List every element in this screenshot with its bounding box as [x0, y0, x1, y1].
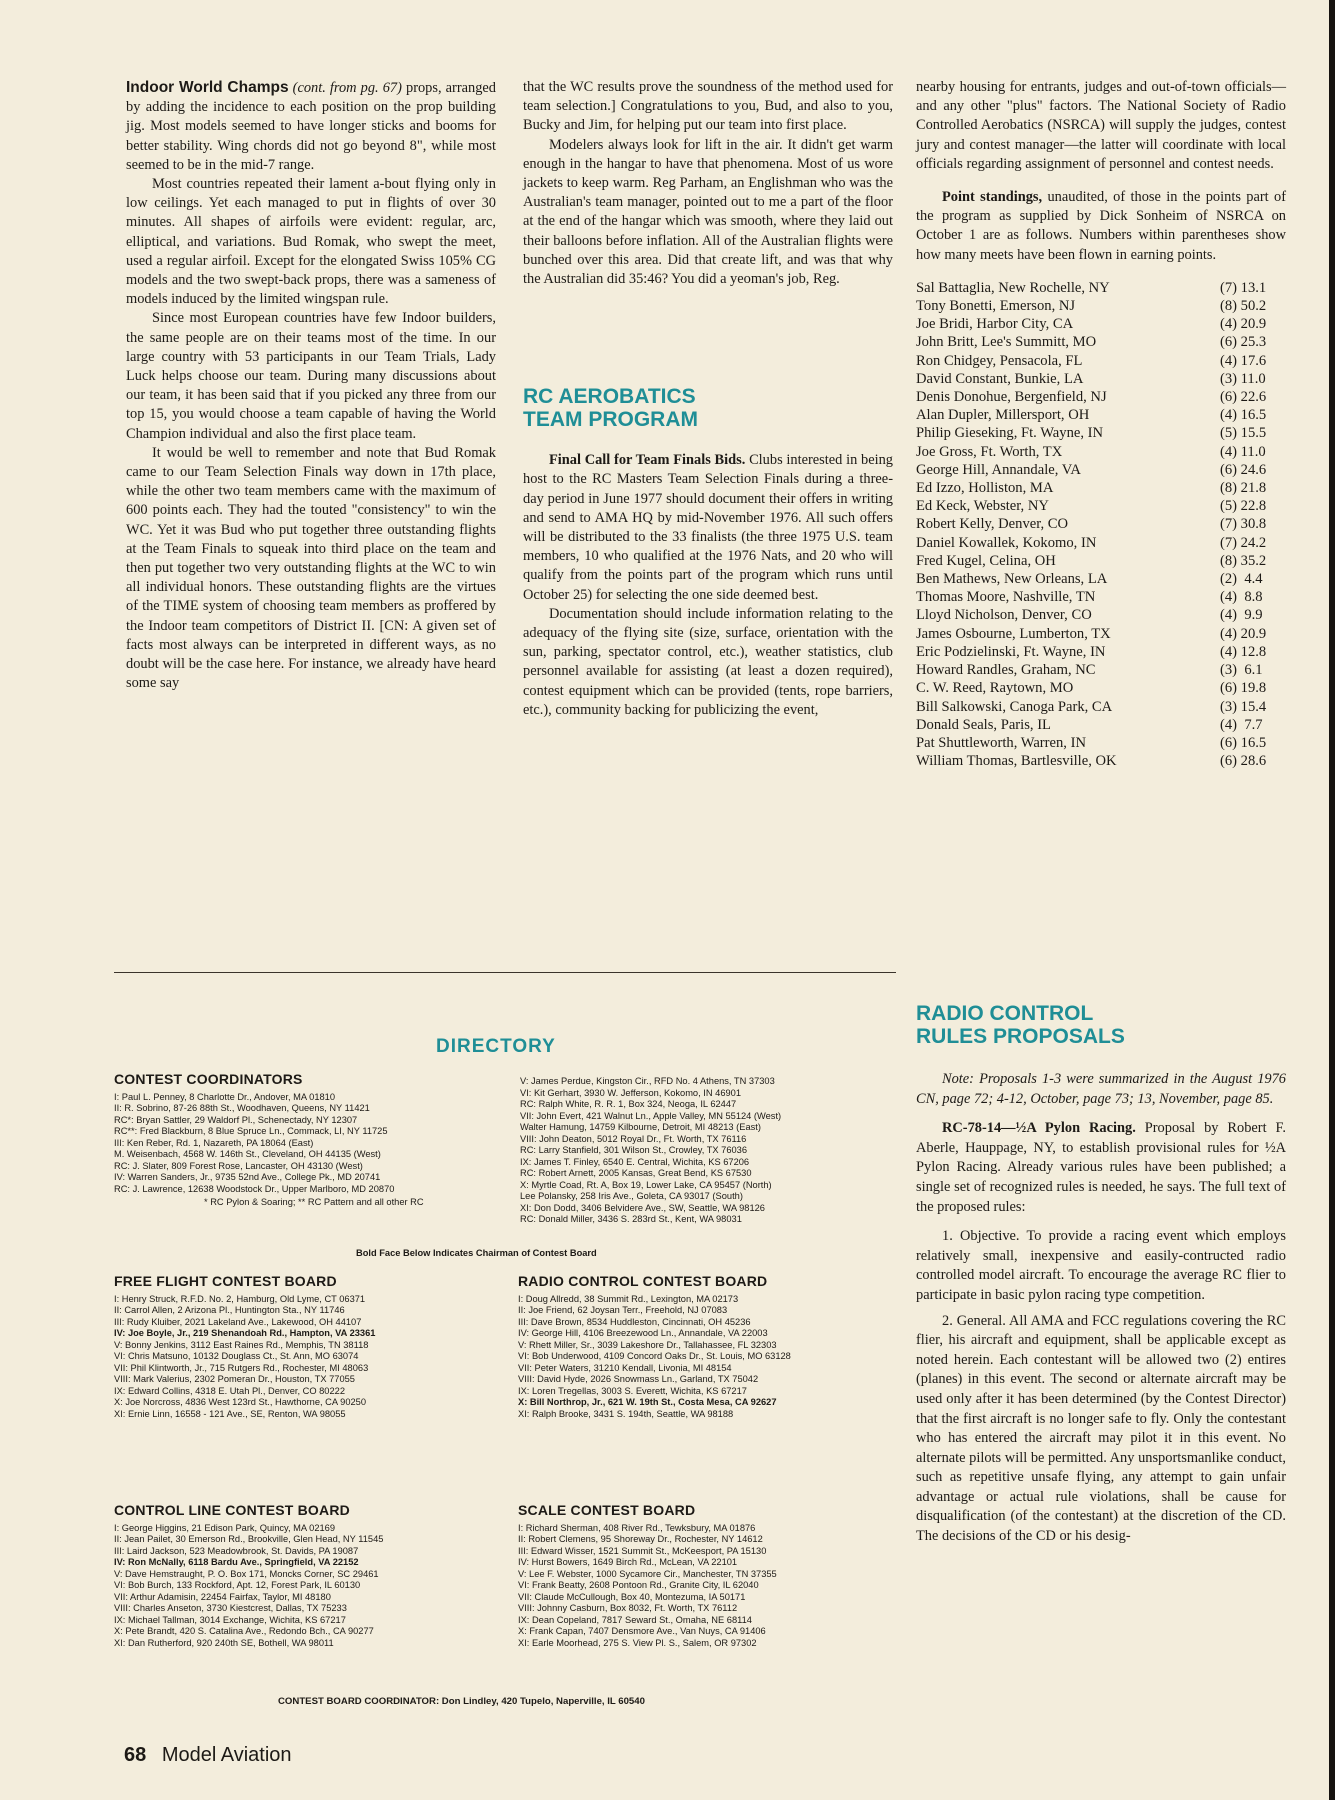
standing-row	[916, 297, 1286, 315]
col3-paragraph: nearby housing for entrants, judges and out-of-town officials—and any other "plus" factors. The National Society of Radio Controlled Aerobatics (NSRCA) will supply the judges, contest jury and contest manager—the latter will coordinate with local officials regarding assignment of personnel and contest needs.	[916, 79, 1286, 172]
standing-name: John Britt, Lee's Summitt, MO	[916, 334, 1097, 351]
standing-name: Ben Mathews, New Orleans, LA	[916, 571, 1108, 588]
standing-value: (7) 13.1	[1220, 279, 1267, 296]
board-member-entry: V: Lee F. Webster, 1000 Sycamore Cir., Manchester, TN 37355	[518, 1568, 777, 1579]
coordinator-entry: I: Paul L. Penney, 8 Charlotte Dr., Andover, MA 01810	[114, 1091, 336, 1102]
rules-objective: 1. Objective. To provide a racing event which employs relatively small, inexpensive and easily-contructed radio controlled model aircraft. To encourage the average RC flier to participate in basic pylon racing type competition.	[916, 1228, 1286, 1303]
bold-face-note: Bold Face Below Indicates Chairman of Contest Board	[356, 1248, 597, 1258]
lead-rest: Proposal by Robert F. Aberle, Hauppage, NY, to establish provisional rules for ½A Pylon Racing. Already various rules have been published; a single set of recognized rules is needed, he says. The full text of the proposed rules:	[916, 1120, 1286, 1215]
control-line-heading: CONTROL LINE CONTEST BOARD	[114, 1502, 350, 1518]
coordinator-entry: RC: Ralph White, R. R. 1, Box 324, Neoga, IL 62447	[520, 1099, 737, 1109]
standing-value: (4) 12.8	[1220, 643, 1267, 660]
board-member-entry: V: Bonny Jenkins, 3112 East Raines Rd., Memphis, TN 38118	[114, 1339, 369, 1350]
board-member-entry: IX: Edward Collins, 4318 E. Utah Pl., Denver, CO 80222	[114, 1385, 345, 1396]
free-flight-board	[114, 1273, 506, 1420]
lead-bold: Final Call for Team Finals Bids.	[549, 452, 746, 469]
standing-name: C. W. Reed, Raytown, MO	[916, 680, 1074, 697]
standing-value: (4) 20.9	[1220, 316, 1267, 333]
standing-row	[916, 588, 1286, 606]
lead-rest: unaudited, of those in the points part of the program as supplied by Dick Sonheim of NSRCA on October 1 are as follows. Numbers within parentheses show how many meets have been flown in earning points.	[916, 189, 1286, 263]
col1-paragraph: Since most European countries have few Indoor builders, the same people are on their teams most of the time. In our large country with 53 participants in our Team Trials, Lady Luck helps choose our team. During many discussions about our team, it has been said that if you picked any three from our top 15, you would choose a team capable of having the World Champion individual and also the first place team.	[126, 310, 496, 442]
standing-name: George Hill, Annandale, VA	[916, 461, 1081, 478]
radio-control-board	[518, 1273, 896, 1420]
col1-paragraph: props, arranged by adding the incidence to each position on the prop building jig. Most models seemed to have longer sticks and booms for better stability. Wing chords did not go beyond 8", while most seemed to be in the mid-7 range.	[126, 80, 496, 173]
lead-bold: Point standings,	[942, 189, 1043, 206]
control-line-board	[114, 1502, 506, 1649]
section-title-line: RC AEROBATICS	[523, 385, 696, 409]
standing-row	[916, 625, 1286, 643]
coordinator-entry: XI: Don Dodd, 3406 Belvidere Ave., SW, Seattle, WA 98126	[520, 1202, 765, 1213]
board-member-entry: VII: Peter Waters, 31210 Kendall, Livonia, MI 48154	[518, 1362, 732, 1373]
coordinator-entry: RC: J. Lawrence, 12638 Woodstock Dr., Upper Marlboro, MD 20870	[114, 1183, 395, 1194]
standing-value: (8) 50.2	[1220, 298, 1267, 315]
standing-value: (5) 15.5	[1220, 425, 1267, 442]
coordinator-entry: V: James Perdue, Kingston Cir., RFD No. 4 Athens, TN 37303	[520, 1076, 775, 1086]
board-member-entry: IX: Michael Tallman, 3014 Exchange, Wichita, KS 67217	[114, 1614, 346, 1625]
coordinators-list-right	[520, 1076, 896, 1226]
board-member-entry: II: Carrol Allen, 2 Arizona Pl., Huntington Sta., NY 11746	[114, 1305, 345, 1315]
board-member-entry: II: Robert Clemens, 95 Shoreway Dr., Rochester, NY 14612	[518, 1534, 763, 1544]
standing-value: (2) 4.4	[1220, 571, 1263, 588]
board-member-entry: IV: Joe Boyle, Jr., 219 Shenandoah Rd., Hampton, VA 23361	[114, 1328, 376, 1338]
board-member-entry: VI: Frank Beatty, 2608 Pontoon Rd., Granite City, IL 62040	[518, 1580, 759, 1590]
board-member-entry: VII: Arthur Adamisin, 22454 Fairfax, Taylor, MI 48180	[114, 1591, 331, 1602]
standing-row	[916, 570, 1286, 588]
coordinator-entry: VII: John Evert, 421 Walnut Ln., Apple Valley, MN 55124 (West)	[520, 1110, 782, 1121]
free-flight-heading: FREE FLIGHT CONTEST BOARD	[114, 1273, 337, 1289]
standing-name: Denis Donohue, Bergenfield, NJ	[916, 389, 1107, 406]
section-title-line: RULES PROPOSALS	[916, 1025, 1125, 1048]
rules-paragraph	[916, 1119, 1286, 1217]
standing-name: Thomas Moore, Nashville, TN	[916, 589, 1096, 606]
free-flight-list	[114, 1294, 506, 1421]
standing-value: (4) 17.6	[1220, 352, 1267, 369]
standing-value: (6) 16.5	[1220, 734, 1267, 751]
board-member-entry: XI: Ralph Brooke, 3431 S. 194th, Seattle, WA 98188	[518, 1408, 734, 1419]
standing-row	[916, 388, 1286, 406]
board-member-entry: VI: Bob Burch, 133 Rockford, Apt. 12, Forest Park, IL 60130	[114, 1580, 361, 1590]
standing-row	[916, 679, 1286, 697]
point-standings-list	[916, 279, 1286, 770]
standing-value: (4) 16.5	[1220, 407, 1267, 424]
board-member-entry: X: Bill Northrop, Jr., 621 W. 19th St., Costa Mesa, CA 92627	[518, 1397, 777, 1407]
standing-row	[916, 479, 1286, 497]
coordinator-entry: VI: Kit Gerhart, 3930 W. Jefferson, Kokomo, IN 46901	[520, 1087, 742, 1098]
section-title-rc-rules	[916, 1002, 1286, 1048]
board-member-entry: VIII: Mark Valerius, 2302 Pomeran Dr., Houston, TX 77055	[114, 1374, 355, 1384]
board-member-entry: II: Jean Pailet, 30 Emerson Rd., Brookville, Glen Head, NY 11545	[114, 1534, 384, 1544]
board-member-entry: IX: Dean Copeland, 7817 Seward St., Omaha, NE 68114	[518, 1614, 752, 1625]
coordinator-entry: M. Weisenbach, 4568 W. 146th St., Cleveland, OH 44135 (West)	[114, 1149, 381, 1159]
standing-row	[916, 606, 1286, 624]
standing-name: Fred Kugel, Celina, OH	[916, 552, 1056, 569]
standing-row	[916, 515, 1286, 533]
column-indoor-world-champs	[126, 78, 496, 694]
contest-board-coordinator: CONTEST BOARD COORDINATOR: Don Lindley, 420 Tupelo, Naperville, IL 60540	[278, 1696, 645, 1707]
radio-control-list	[518, 1294, 896, 1421]
standing-row	[916, 443, 1286, 461]
standing-row	[916, 698, 1286, 716]
directory-title: DIRECTORY	[436, 1036, 556, 1057]
radio-control-heading: RADIO CONTROL CONTEST BOARD	[518, 1273, 768, 1289]
scale-heading: SCALE CONTEST BOARD	[518, 1502, 696, 1518]
board-member-entry: X: Joe Norcross, 4836 West 123rd St., Hawthorne, CA 90250	[114, 1397, 367, 1407]
article-continued: (cont. from pg. 67)	[292, 80, 402, 96]
board-member-entry: XI: Dan Rutherford, 920 240th SE, Bothell, WA 98011	[114, 1637, 334, 1648]
board-member-entry: IV: Ron McNally, 6118 Bardu Ave., Springfield, VA 22152	[114, 1557, 359, 1567]
standing-name: Joe Gross, Ft. Worth, TX	[916, 443, 1063, 460]
standing-value: (6) 28.6	[1220, 753, 1267, 770]
standing-name: Tony Bonetti, Emerson, NJ	[916, 298, 1076, 315]
col3-paragraph-standings-intro	[916, 188, 1286, 265]
standing-value: (8) 21.8	[1220, 480, 1267, 497]
standing-name: Eric Podzielinski, Ft. Wayne, IN	[916, 643, 1106, 660]
board-member-entry: X: Pete Brandt, 420 S. Catalina Ave., Redondo Bch., CA 90277	[114, 1626, 374, 1636]
standing-name: David Constant, Bunkie, LA	[916, 370, 1084, 387]
board-member-entry: X: Frank Capan, 7407 Densmore Ave., Van Nuys, CA 91406	[518, 1626, 766, 1636]
col2-paragraph: Documentation should include information relating to the adequacy of the flying site (size, surface, orientation with the sun, parking, spectator control, etc.), weather statistics, club personnel available for assisting (at least a dozen required), contest equipment which can be provided (tents, rope barriers, etc.), community backing for publicizing the event,	[523, 605, 893, 718]
standing-name: Daniel Kowallek, Kokomo, IN	[916, 534, 1097, 551]
standing-value: (3) 11.0	[1220, 370, 1266, 387]
standing-value: (6) 19.8	[1220, 680, 1267, 697]
standing-value: (4) 11.0	[1220, 443, 1266, 460]
contest-coordinators-right	[520, 1076, 896, 1226]
directory-divider	[114, 972, 896, 973]
board-member-entry: I: Henry Struck, R.F.D. No. 2, Hamburg, Old Lyme, CT 06371	[114, 1293, 366, 1304]
standing-row	[916, 497, 1286, 515]
scale-list	[518, 1523, 896, 1650]
standing-row	[916, 279, 1286, 297]
board-member-entry: IX: Loren Tregellas, 3003 S. Everett, Wichita, KS 67217	[518, 1385, 747, 1396]
coordinator-entry: Walter Hamung, 14759 Kilbourne, Detroit, MI 48213 (East)	[520, 1122, 761, 1132]
standing-name: Ed Izzo, Holliston, MA	[916, 480, 1054, 497]
board-member-entry: II: Joe Friend, 62 Joysan Terr., Freehold, NJ 07083	[518, 1305, 728, 1315]
board-member-entry: VI: Bob Underwood, 4109 Concord Oaks Dr., St. Louis, MO 63128	[518, 1351, 791, 1361]
board-member-entry: VIII: Johnny Casburn, Box 8032, Ft. Worth, TX 76112	[518, 1603, 738, 1613]
page-footer	[124, 1744, 292, 1767]
contest-coordinators-left	[114, 1071, 506, 1209]
standing-row	[916, 333, 1286, 351]
page-number: 68	[124, 1744, 147, 1766]
board-member-entry: V: Rhett Miller, Sr., 3039 Lakeshore Dr., Tallahassee, FL 32303	[518, 1339, 777, 1350]
standing-name: Bill Salkowski, Canoga Park, CA	[916, 698, 1113, 715]
board-member-entry: XI: Earle Moorhead, 275 S. View Pl. S., Salem, OR 97302	[518, 1637, 757, 1648]
board-member-entry: I: Doug Allredd, 38 Summit Rd., Lexington, MA 02173	[518, 1293, 739, 1304]
coordinator-entry: RC: Larry Stanfield, 301 Wilson St., Crowley, TX 76036	[520, 1145, 748, 1155]
section-title-line: RADIO CONTROL	[916, 1002, 1094, 1025]
coordinator-entry: X: Myrtle Coad, Rt. A, Box 19, Lower Lake, CA 95457 (North)	[520, 1179, 772, 1190]
board-member-entry: IV: George Hill, 4106 Breezewood Ln., Annandale, VA 22003	[518, 1328, 768, 1338]
rules-general: 2. General. All AMA and FCC regulations covering the RC flier, his aircraft and equipment, shall be applicable except as noted herein. Each contestant will be allowed two (2) entires (planes) in this event. The second or alternate aircraft may be used only after it has been determined (by the Contest Director) that the first aircraft is no longer safe to fly. Only the contestant who has entered the aircraft may pilot it in this event. No alternate pilots will be permitted. Any unsportsmanlike conduct, such as repetitive unsafe flying, any attempt to gain unfair advantage or actual rule violations, shall be cause for disqualification (of the contestant) at the discretion of the CD. The decisions of the CD or his desig-	[916, 1312, 1286, 1545]
coordinator-entry: RC**: Fred Blackburn, 8 Blue Spruce Ln., Commack, LI, NY 11725	[114, 1126, 388, 1136]
board-member-entry: I: Richard Sherman, 408 River Rd., Tewksbury, MA 01876	[518, 1522, 756, 1533]
article-title: Indoor World Champs	[126, 79, 289, 96]
standing-value: (4) 8.8	[1220, 589, 1263, 606]
board-member-entry: VI: Chris Matsuno, 10132 Douglass Ct., St. Ann, MO 63074	[114, 1351, 359, 1361]
board-member-entry: VIII: David Hyde, 2026 Snowmass Ln., Garland, TX 75042	[518, 1374, 759, 1384]
standing-name: Donald Seals, Paris, IL	[916, 716, 1051, 733]
section-title-rc-aerobatics	[523, 385, 893, 431]
coordinator-entry: RC: Donald Miller, 3436 S. 283rd St., Kent, WA 98031	[520, 1214, 742, 1224]
standing-value: (4) 7.7	[1220, 716, 1263, 733]
standing-value: (6) 24.6	[1220, 461, 1267, 478]
coordinator-entry: III: Ken Reber, Rd. 1, Nazareth, PA 18064 (East)	[114, 1137, 314, 1148]
col1-paragraph: Most countries repeated their lament a-bout flying only in low ceilings. Yet each managed to put in flights of over 30 minutes. All shapes of airfoils were evident: regular, arc, elliptical, and variations. Bud Romak, who swept the meet, used a regular airfoil. Except for the elongated Swiss 105% CG models and the two swept-back props, there was a sameness of models induced by the limited wingspan rule.	[126, 176, 496, 308]
control-line-list	[114, 1523, 506, 1650]
standing-value: (3) 15.4	[1220, 698, 1267, 715]
magazine-name: Model Aviation	[161, 1744, 292, 1766]
standing-row	[916, 461, 1286, 479]
standing-name: Robert Kelly, Denver, CO	[916, 516, 1069, 533]
standing-row	[916, 315, 1286, 333]
standing-name: James Osbourne, Lumberton, TX	[916, 625, 1111, 642]
standing-name: Ron Chidgey, Pensacola, FL	[916, 352, 1083, 369]
standing-value: (4) 9.9	[1220, 607, 1263, 624]
standing-name: Sal Battaglia, New Rochelle, NY	[916, 279, 1110, 296]
col2-paragraph: that the WC results prove the soundness of the method used for team selection.] Congratulations to you, Bud, and also to you, Bucky and Jim, for helping put our team into first place.	[523, 79, 893, 134]
standing-name: Ed Keck, Webster, NY	[916, 498, 1049, 515]
coordinators-heading: CONTEST COORDINATORS	[114, 1071, 303, 1087]
col1-paragraph: It would be well to remember and note that Bud Romak came to our Team Selection Finals way down in 17th place, while the other two team members came with the maximum of 600 points each. They had the touted "consistency" to win the WC. Yet it was Bud who put together three outstanding flights at the Team Finals to squeak into third place on the team and then put together two very outstanding flights at the WC to win all individual honors. These outstanding flights are the virtues of the TIME system of choosing team members as proffered by the Indoor team competitors of District II. [CN: A given set of facts most always can be interpreted in different ways, as no doubt will be the case here. For instance, we already have heard some say	[126, 444, 496, 692]
standing-row	[916, 734, 1286, 752]
lead-bold: RC-78-14—½A Pylon Racing.	[942, 1120, 1136, 1137]
standing-name: Philip Gieseking, Ft. Wayne, IN	[916, 425, 1104, 442]
coordinator-entry: Lee Polansky, 258 Iris Ave., Goleta, CA 93017 (South)	[520, 1191, 743, 1201]
coordinator-entry: RC: Robert Arnett, 2005 Kansas, Great Bend, KS 67530	[520, 1168, 752, 1178]
coordinator-entry: IX: James T. Finley, 6540 E. Central, Wichita, KS 67206	[520, 1156, 750, 1167]
standing-row	[916, 406, 1286, 424]
standing-name: Howard Randles, Graham, NC	[916, 662, 1096, 679]
board-member-entry: XI: Ernie Linn, 16558 - 121 Ave., SE, Renton, WA 98055	[114, 1408, 346, 1419]
coordinator-entry: RC: J. Slater, 809 Forest Rose, Lancaster, OH 43130 (West)	[114, 1160, 363, 1171]
standing-value: (7) 24.2	[1220, 534, 1267, 551]
standing-value: (4) 20.9	[1220, 625, 1267, 642]
coordinator-entry: VIII: John Deaton, 5012 Royal Dr., Ft. Worth, TX 76116	[520, 1133, 747, 1144]
board-member-entry: VIII: Charles Anseton, 3730 Kiestcrest, Dallas, TX 75233	[114, 1603, 347, 1613]
coordinator-entry: II: R. Sobrino, 87-26 88th St., Woodhaven, Queens, NY 11421	[114, 1103, 370, 1113]
article-heading	[126, 78, 496, 175]
board-member-entry: III: Rudy Kluiber, 2021 Lakeland Ave., Lakewood, OH 44107	[114, 1316, 362, 1327]
coordinators-list-left	[114, 1092, 506, 1209]
standing-row	[916, 370, 1286, 388]
coordinator-entry: * RC Pylon & Soaring; ** RC Pattern and all other RC	[204, 1197, 424, 1207]
standing-row	[916, 352, 1286, 370]
standing-row	[916, 661, 1286, 679]
board-member-entry: V: Dave Hemstraught, P. O. Box 171, Moncks Corner, SC 29461	[114, 1568, 379, 1579]
standing-value: (6) 25.3	[1220, 334, 1267, 351]
standing-row	[916, 716, 1286, 734]
standing-value: (8) 35.2	[1220, 552, 1267, 569]
board-member-entry: I: George Higgins, 21 Edison Park, Quincy, MA 02169	[114, 1522, 336, 1533]
standing-name: Pat Shuttleworth, Warren, IN	[916, 734, 1087, 751]
board-member-entry: III: Dave Brown, 8534 Huddleston, Cincinnati, OH 45236	[518, 1316, 751, 1327]
board-member-entry: III: Laird Jackson, 523 Meadowbrook, St. Davids, PA 19087	[114, 1545, 359, 1556]
standing-row	[916, 534, 1286, 552]
col2-paragraph: Modelers always look for lift in the air. It didn't get warm enough in the hangar to have that phenomena. Most of us wore jackets to keep warm. Reg Parham, an Englishman who was the Australian's team manager, pointed out to me a part of the floor at the end of the hangar which was smooth, where they laid out their balloons before inflation. All of the Australian flights were bunched over this area. Did that create lift, and was that why the Australian did 35:46? You did a yeoman's job, Reg.	[523, 136, 893, 288]
column-rules-proposals	[916, 1002, 1286, 1547]
standing-name: Alan Dupler, Millersport, OH	[916, 407, 1090, 424]
section-title-line: TEAM PROGRAM	[523, 408, 698, 432]
standing-name: William Thomas, Bartlesville, OK	[916, 753, 1117, 770]
coordinator-entry: RC*: Bryan Sattler, 29 Waldorf Pl., Schenectady, NY 12307	[114, 1114, 358, 1125]
column-middle	[523, 78, 893, 720]
standing-value: (6) 22.6	[1220, 389, 1267, 406]
standing-name: Lloyd Nicholson, Denver, CO	[916, 607, 1092, 624]
standing-name: Joe Bridi, Harbor City, CA	[916, 316, 1074, 333]
standing-value: (5) 22.8	[1220, 498, 1267, 515]
lead-rest: Clubs interested in being host to the RC Masters Team Selection Finals during a three-day period in June 1977 should document their offers in writing and send to AMA HQ by mid-November 1976. All such offers will be distributed to the 33 finalists (the three 1975 U.S. team members, 10 who qualified at the 1976 Nats, and 20 who will qualify from the points part of the program which runs until October 25) for selecting the one side deemed best.	[523, 452, 893, 603]
standing-value: (3) 6.1	[1220, 662, 1263, 679]
board-member-entry: VII: Phil Klintworth, Jr., 715 Rutgers Rd., Rochester, MI 48063	[114, 1362, 369, 1373]
standing-row	[916, 424, 1286, 442]
standing-row	[916, 643, 1286, 661]
coordinator-entry: IV: Warren Sanders, Jr., 9735 52nd Ave., College Pk., MD 20741	[114, 1172, 381, 1182]
rules-note: Note: Proposals 1-3 were summarized in the August 1976 CN, page 72; 4-12, October, page 73; 13, November, page 85.	[916, 1071, 1286, 1107]
board-member-entry: VII: Claude McCullough, Box 40, Montezuma, IA 50171	[518, 1591, 746, 1602]
board-member-entry: IV: Hurst Bowers, 1649 Birch Rd., McLean, VA 22101	[518, 1557, 738, 1567]
board-member-entry: III: Edward Wisser, 1521 Summit St., McKeesport, PA 15130	[518, 1545, 767, 1556]
standing-row	[916, 752, 1286, 770]
column-right	[916, 78, 1286, 770]
standing-value: (7) 30.8	[1220, 516, 1267, 533]
col2-paragraph-final-call	[523, 451, 893, 605]
scale-board	[518, 1502, 896, 1649]
standing-row	[916, 552, 1286, 570]
